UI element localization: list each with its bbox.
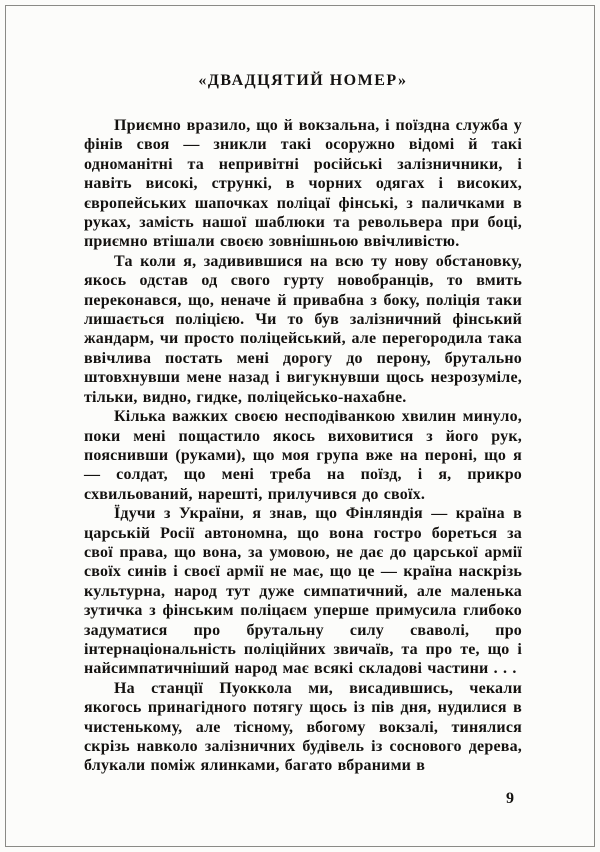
paragraph-1: Приємно вразило, що й вокзальна, і поїздна служба у фінів своя — зникли такі осоружно відомі й такі одноманітні та непривітні російські залізничники, і навіть високі, стрункі, в чорних одягах і високих, європейських шапочках поліцаї фінські, з паличками в руках, замість нашої шаблюки та револьвера при боці, приємно втішали своєю зовнішньою ввічливістю. [84, 117, 522, 251]
paragraph-3: Кілька важких своєю несподіванкою хвилин минуло, поки мені пощастило якось виховитися з його рук, пояснивши (руками), що моя група вже на пероні, що я — солдат, що мені треба на поїзд, і я, прикро схвильований, нарешті, прилучився до своїх. [84, 408, 522, 503]
page-number: 9 [506, 790, 514, 807]
paragraph-2: Та коли я, задивившися на всю ту нову обстановку, якось одстав од свого гурту новобранців, то вмить переконався, що, неначе й привабна з боку, поліція таки лишається поліцією. Чи то був залізничний фінський жандарм, чи просто поліцейський, але перегородила така ввічлива постать мені дорогу до перону, брутально штовхнувши мене назад і вигукнувши щось незрозуміле, тільки, видно, гидке, поліцейсько-нахабне. [84, 252, 522, 406]
chapter-title: «ДВАДЦЯТИЙ НОМЕР» [198, 72, 408, 89]
paragraph-4: Їдучи з України, я знав, що Фінляндія — країна в царській Росії автономна, що вона гостро бореться за свої права, що вона, за умовою, не дає до царської армії своїх синів і своєї армії не має, що це — країна наскрізь культурна, народ тут дуже симпатичний, але маленька зутичка з фінським поліцаєм уперше примусила глибоко задуматися про брутальну силу сваволі, про інтернаціональність поліційних звичаїв, та про те, що і найсимпатичніший народ має всякі складові частини . . . [84, 505, 522, 678]
paragraph-5: На станції Пуоккола ми, висадившись, чекали якогось принагідного потягу щось із пів дня, нудилися в чистенькому, але тісному, вбогому вокзалі, тинялися скрізь навколо залізничних будівель із соснового дерева, блукали поміж ялинками, багато вбраними в [84, 679, 522, 775]
text-block [84, 72, 522, 776]
